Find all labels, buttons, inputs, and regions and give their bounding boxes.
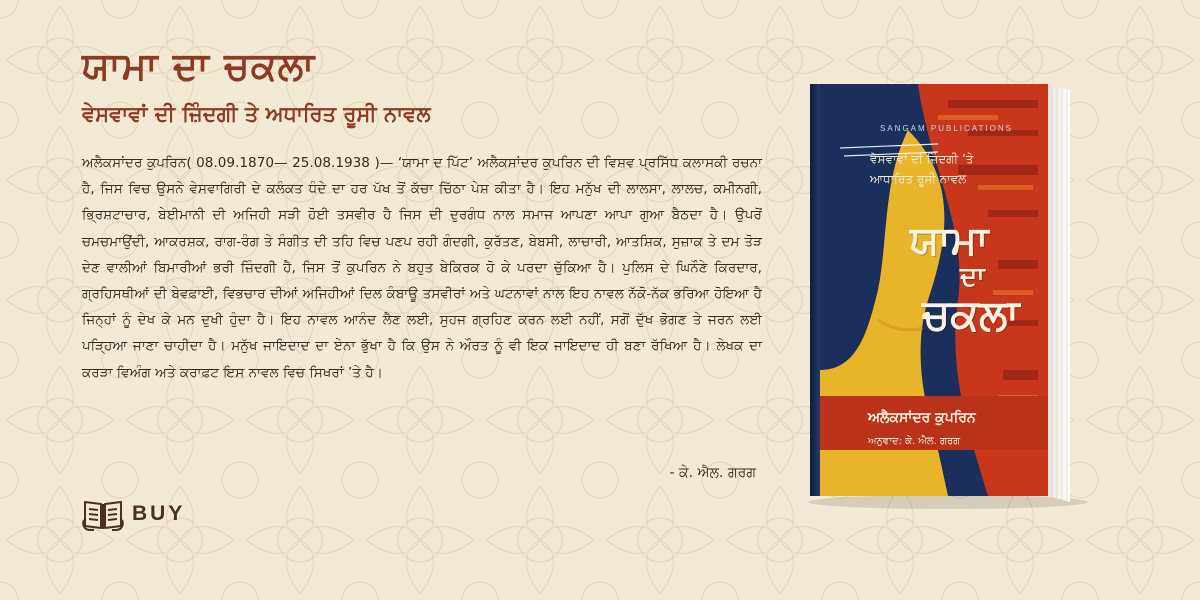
cover-title-line2: ਦਾ: [960, 262, 985, 292]
cover-subtitle-line2: ਆਧਾਰਿਤ ਰੂਸੀ ਨਾਵਲ: [870, 172, 967, 186]
buy-label: BUY: [132, 502, 186, 525]
cover-title-line1: ਯਾਮਾ: [910, 218, 989, 264]
buy-button[interactable]: [82, 496, 185, 532]
open-book-icon: [82, 496, 124, 532]
attribution: - ਕੇ. ਐਲ. ਗਰਗ: [669, 465, 756, 481]
cover-subtitle-line1: ਵੇਸਵਾਵਾਂ ਦੀ ਜ਼ਿੰਦਗੀ ’ਤੇ: [870, 152, 974, 166]
page-subtitle: ਵੇਸਵਾਵਾਂ ਦੀ ਜ਼ਿੰਦਗੀ ਤੇ ਅਧਾਰਿਤ ਰੂਸੀ ਨਾਵਲ: [82, 102, 431, 126]
book-description: ਅਲੈਕਸਾਂਦਰ ਕੁਪਰਿਨ( 08.09.1870— 25.08.1938 )— ‘ਯਾਮਾ ਦ ਪਿੱਟ’ ਅਲੈਕਸਾਂਦਰ ਕੁਪਰਿਨ ਦੀ ਵਿਸ਼ਵ ਪ੍ਰਸਿੱਧ ਕਲਾਸਕੀ ਰਚਨਾ ਹੈ, ਜਿਸ ਵਿਚ ਉਸਨੇ ਵੇਸਵਾਗਿਰੀ ਦੇ ਕਲੰਕਤ ਧੰਦੇ ਦਾ ਹਰ ਪੱਖ ਤੋਂ ਕੱਚਾ ਚਿੱਠਾ ਪੇਸ਼ ਕੀਤਾ ਹੈ। ਇਹ ਮਨੁੱਖ ਦੀ ਲਾਲਸਾ, ਲਾਲਚ, ਕਮੀਨਗੀ, ਭ੍ਰਿਸ਼ਟਾਚਾਰ, ਬੇਈਮਾਨੀ ਦੀ ਅਜਿਹੀ ਸੜੀ ਹੋਈ ਤਸਵੀਰ ਹੈ ਜਿਸ ਦੀ ਦੁਰਗੰਧ ਨਾਲ ਸਮਾਜ ਆਪਣਾ ਆਪਾ ਗੁਆ ਬੈਠਦਾ ਹੈ। ਉਪਰੋਂ ਚਮਚਮਾਉਂਦੀ, ਆਕਰਸ਼ਕ, ਰਾਗ-ਰੰਗ ਤੇ ਸੰਗੀਤ ਦੀ ਤਹਿ ਵਿਚ ਪਣਪ ਰਹੀ ਗੰਦਗੀ, ਕੁਰੱਤਣ, ਬੇਬਸੀ, ਲਾਚਾਰੀ, ਆਤਸ਼ਿਕ, ਸੁਜ਼ਾਕ ਤੇ ਦਮ ਤੋੜ ਦੇਣ ਵਾਲੀਆਂ ਬਿਮਾਰੀਆਂ ਭਰੀ ਜ਼ਿੰਦਗੀ ਹੈ, ਜਿਸ ਤੋਂ ਕੁਪਰਿਨ ਨੇ ਬਹੁਤ ਬੇਕਿਰਕ ਹੋ ਕੇ ਪਰਦਾ ਚੁੱਕਿਆ ਹੈ। ਪੁਲਿਸ ਦੇ ਘਿਨੌਣੇ ਕਿਰਦਾਰ, ਗ੍ਰਹਿਸਥੀਆਂ ਦੀ ਬੇਵਫ਼ਾਈ, ਵਿਭਚਾਰ ਦੀਆਂ ਅਜਿਹੀਆਂ ਦਿਲ ਕੰਬਾਊ ਤਸਵੀਰਾਂ ਅਤੇ ਘਟਨਾਵਾਂ ਨਾਲ ਇਹ ਨਾਵਲ ਨੱਕੋ-ਨੱਕ ਭਰਿਆ ਹੋਇਆ ਹੈ ਜਿਨ੍ਹਾਂ ਨੂੰ ਦੇਖ ਕੇ ਮਨ ਦੁਖੀ ਹੁੰਦਾ ਹੈ। ਇਹ ਨਾਵਲ ਆਨੰਦ ਲੈਣ ਲਈ, ਸੁਹਜ ਗ੍ਰਹਿਣ ਕਰਨ ਲਈ ਨਹੀਂ, ਸਗੋਂ ਦੁੱਖ ਭੋਗਣ ਤੇ ਜਰਨ ਲਈ ਪੜ੍ਹਿਆ ਜਾਣਾ ਚਾਹੀਦਾ ਹੈ। ਮਨੁੱਖ ਜਾਇਦਾਦ ਦਾ ਏਨਾ ਭੁੱਖਾ ਹੈ ਕਿ ਉਸ ਨੇ ਔਰਤ ਨੂੰ ਵੀ ਇਕ ਜਾਇਦਾਦ ਹੀ ਬਣਾ ਰੱਖਿਆ ਹੈ। ਲੇਖਕ ਦਾ ਕਰੜਾ ਵਿਅੰਗ ਅਤੇ ਕਰਾਫ਼ਟ ਇਸ ਨਾਵਲ ਵਿਚ ਸਿਖਰਾਂ ’ਤੇ ਹੈ।: [82, 155, 762, 381]
cover-publisher: SANGAM PUBLICATIONS: [880, 124, 1013, 133]
cover-translator: ਅਨੁਵਾਦ: ਕੇ. ਐਲ. ਗਰਗ: [868, 436, 961, 447]
page-title: ਯਾਮਾ ਦਾ ਚਕਲਾ: [82, 44, 316, 88]
cover-author: ਅਲੈਕਸਾਂਦਰ ਕੁਪਰਿਨ: [868, 410, 976, 426]
cover-title-line3: ਚਕਲਾ: [922, 290, 1020, 339]
